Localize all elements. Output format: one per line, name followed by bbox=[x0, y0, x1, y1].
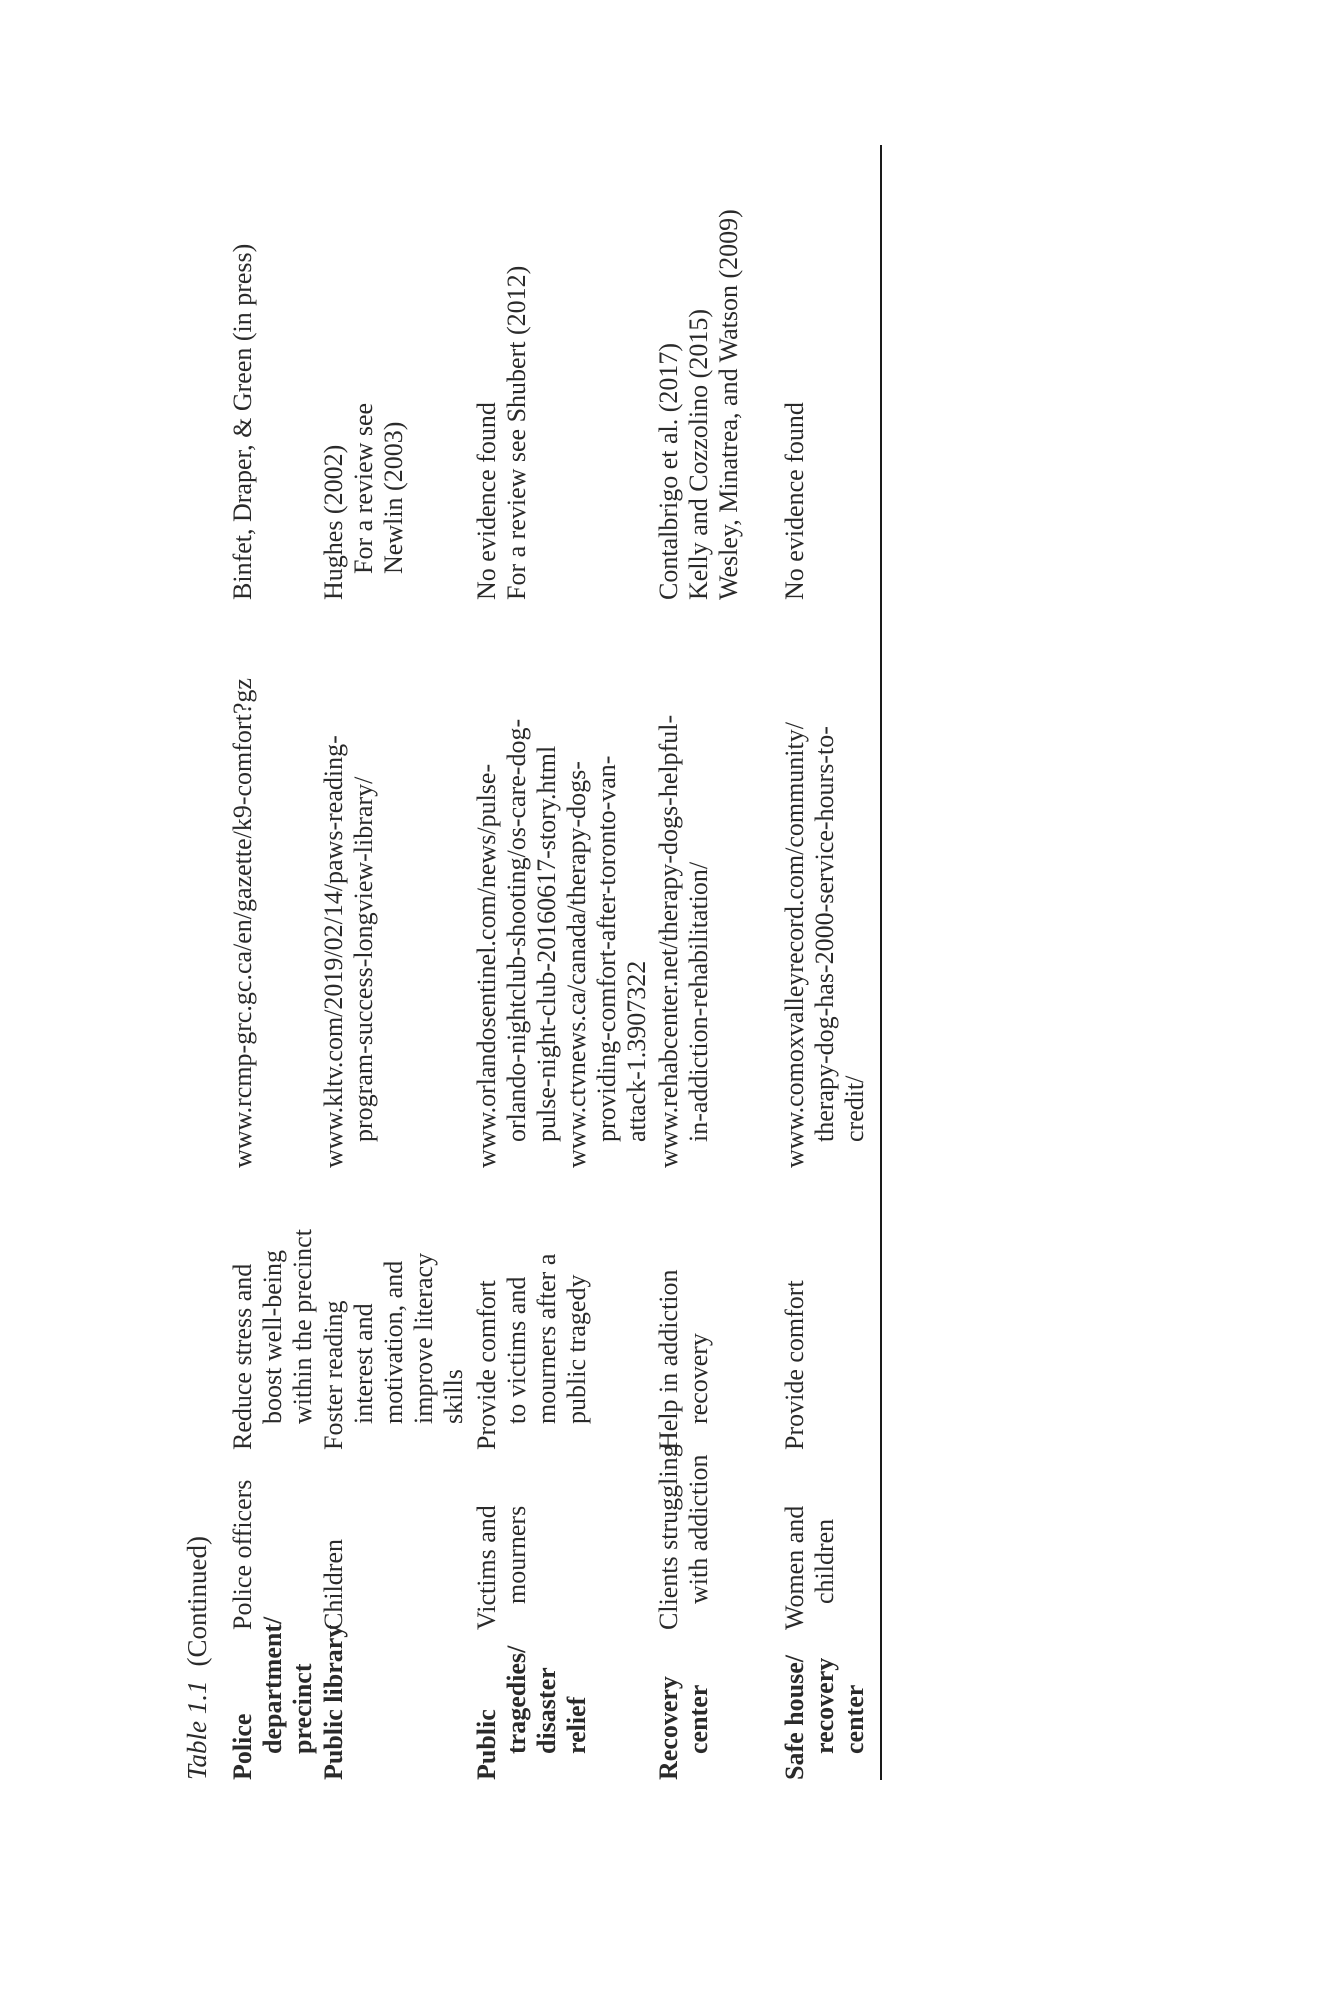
population-cell: Victims and mourners bbox=[472, 1505, 531, 1630]
evidence-cell: No evidence found For a review see Shubert (2012) bbox=[472, 265, 531, 600]
purpose-cell: Provide comfort to victims and mourners after a public tragedy bbox=[472, 1253, 591, 1450]
source-cell: www.rehabcenter.net/therapy-dogs-helpful- in-addiction-rehabilitation/ bbox=[654, 714, 713, 1168]
evidence-cell: Binfet, Draper, & Green (in press) bbox=[228, 243, 257, 600]
table-caption-suffix: (Continued) bbox=[182, 1535, 212, 1667]
source-cell bbox=[472, 608, 652, 1168]
evidence-cell: Hughes (2002) For a review see Newlin (2003) bbox=[319, 402, 408, 600]
table-bottom-rule bbox=[880, 145, 882, 1780]
population-cell: Women and children bbox=[780, 1505, 839, 1630]
purpose-cell: Help in addiction recovery bbox=[654, 1269, 713, 1450]
population-cell: Children bbox=[319, 1539, 348, 1630]
setting-cell: Safe house/ recovery center bbox=[780, 1655, 869, 1780]
table-number: Table 1.1 bbox=[182, 1680, 212, 1780]
evidence-cell: No evidence found bbox=[780, 402, 809, 600]
source-entry: www.orlandosentinel.com/news/pulse- orlando-nightclub-shooting/os-care-dog- pulse-night-club-20160617-story.html bbox=[472, 718, 561, 1168]
source-cell: www.kltv.com/2019/02/14/paws-reading- program-success-longview-library/ bbox=[319, 735, 378, 1168]
setting-cell: Police department/ precinct bbox=[228, 1616, 317, 1780]
purpose-cell: Foster reading interest and motivation, and improve literacy skills bbox=[319, 1252, 468, 1450]
evidence-cell: Contalbrigo et al. (2017) Kelly and Cozzolino (2015) Wesley, Minatrea, and Watson (2009) bbox=[654, 209, 743, 600]
table-caption bbox=[180, 1536, 214, 1780]
population-cell: Clients struggling with addiction bbox=[654, 1444, 713, 1630]
purpose-cell: Provide comfort bbox=[780, 1280, 809, 1450]
source-cell: www.rcmp-grc.gc.ca/en/gazette/k9-comfort?gz bbox=[228, 678, 257, 1168]
rotated-table-page bbox=[180, 145, 900, 1780]
source-entry: www.ctvnews.ca/canada/therapy-dogs- providing-comfort-after-toronto-van- attack-1.3907322 bbox=[562, 755, 651, 1168]
setting-cell: Recovery center bbox=[654, 1676, 713, 1780]
purpose-cell: Reduce stress and boost well-being within the precinct bbox=[228, 1229, 317, 1450]
population-cell: Police officers bbox=[228, 1479, 257, 1630]
source-cell: www.comoxvalleyrecord.com/community/ therapy-dog-has-2000-service-hours-to- credit/ bbox=[780, 722, 869, 1168]
setting-cell: Public tragedies/ disaster relief bbox=[472, 1645, 591, 1780]
setting-cell: Public library bbox=[319, 1624, 348, 1780]
